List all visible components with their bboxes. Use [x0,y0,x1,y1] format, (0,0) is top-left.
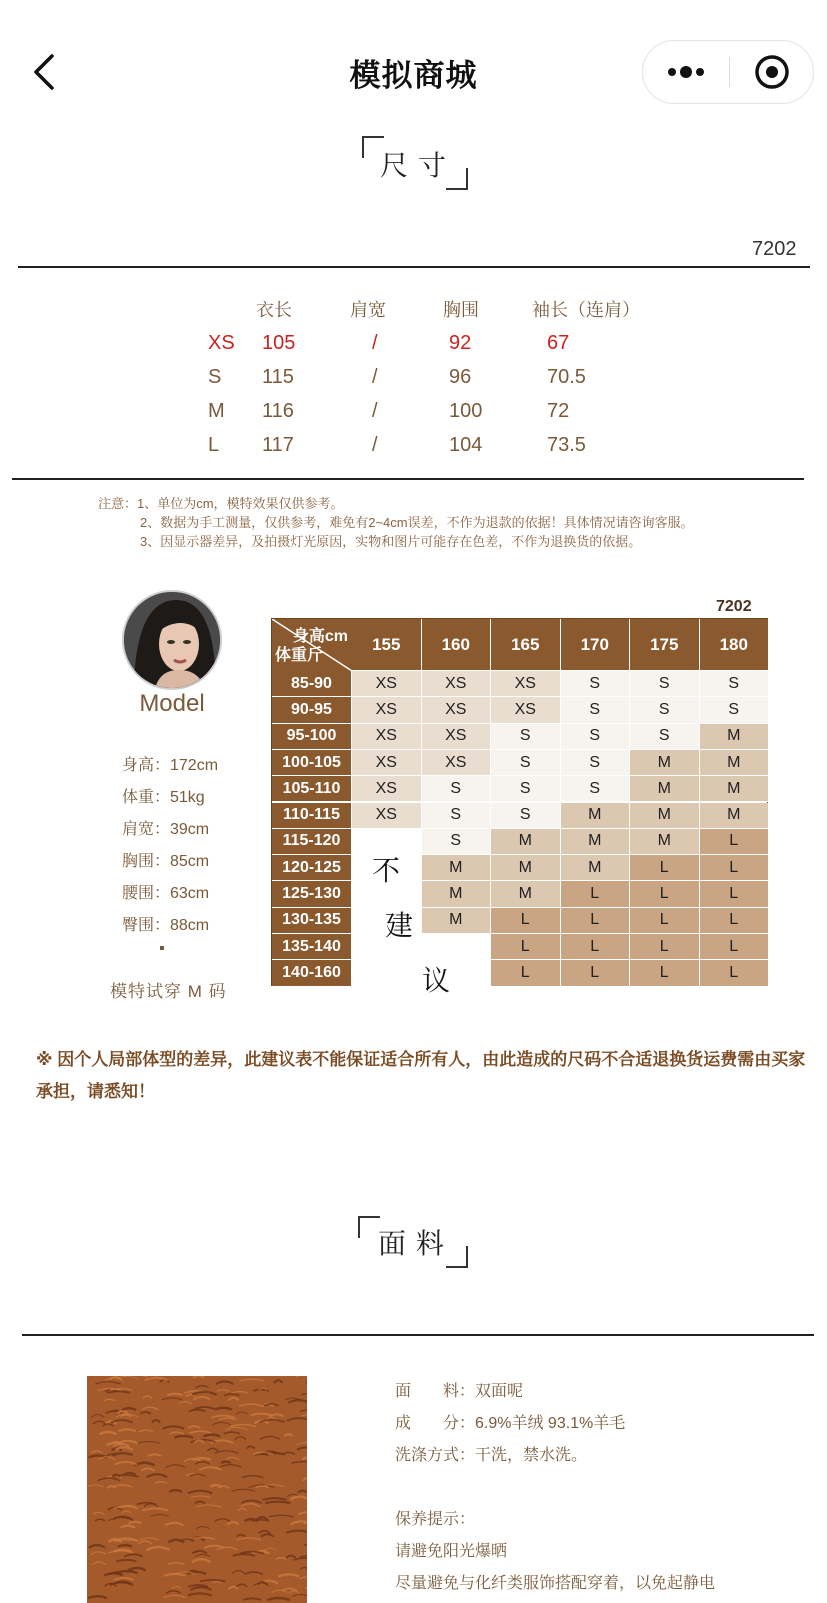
grid-size-cell: L [561,881,631,907]
not-recommended-char: 建 [385,910,414,941]
size-cell-shoulder: / [372,332,378,354]
grid-size-cell: S [491,750,561,776]
mini-program-capsule [642,40,814,104]
grid-size-cell: S [561,750,631,776]
grid-size-cell: M [422,908,492,934]
grid-size-cell: S [630,697,700,723]
grid-size-cell: XS [352,671,422,697]
size-heading-text: 尺寸 [380,149,457,182]
grid-size-cell: L [630,934,700,960]
grid-size-cell: XS [491,697,561,723]
model-stat: 胸围：85cm [122,853,210,870]
grid-size-cell: L [700,829,770,855]
size-section-heading [0,130,827,200]
not-recommended-char: 不 [372,855,401,886]
grid-size-cell: S [561,776,631,802]
grid-size-cell: S [700,671,770,697]
size-cell-sleeve: 67 [547,332,570,354]
grid-size-cell [422,934,492,960]
grid-weight-header: 85-90 [272,671,352,697]
grid-size-cell: M [491,881,561,907]
grid-size-cell: L [700,934,770,960]
column-header: 袖长（连肩） [532,300,640,320]
grid-size-cell: M [422,855,492,881]
divider-line [22,1334,814,1336]
grid-size-cell: M [630,829,700,855]
grid-weight-header: 110-115 [272,803,352,829]
size-cell-length: 117 [262,434,294,456]
grid-size-cell: L [561,960,631,986]
fabric-section-heading [0,1212,827,1282]
grid-size-cell: S [422,829,492,855]
grid-weight-header: 100-105 [272,750,352,776]
size-cell-length: 116 [262,400,294,422]
size-cell-shoulder: / [372,366,378,388]
grid-weight-header: 95-100 [272,724,352,750]
grid-size-cell: S [561,697,631,723]
size-cell-size: XS [208,332,235,354]
column-header: 胸围 [443,300,479,320]
fabric-info-line: 面 料：双面呢 [395,1383,524,1400]
grid-size-cell: XS [352,724,422,750]
grid-size-cell: XS [422,671,492,697]
grid-size-cell: S [561,671,631,697]
fabric-texture-image [87,1376,307,1603]
grid-size-cell: L [561,908,631,934]
corner-height-label: 身高cm [292,628,348,645]
bracket-right [446,168,468,190]
fabric-heading-text: 面料 [378,1227,455,1260]
grid-size-cell: XS [352,776,422,802]
model-portrait-image [124,592,222,690]
grid-size-cell: XS [422,724,492,750]
size-cell-chest: 96 [449,366,472,388]
grid-size-cell: L [491,934,561,960]
grid-size-cell: XS [422,750,492,776]
grid-size-cell: M [630,750,700,776]
grid-size-cell: S [491,776,561,802]
grid-weight-header: 120-125 [272,855,352,881]
grid-size-cell: S [491,724,561,750]
grid-height-header: 155 [352,619,422,671]
size-cell-chest: 104 [449,434,483,456]
model-stat: 体重：51kg [122,789,205,806]
note-line: 注意：1、单位为cm，模特效果仅供参考。 [98,496,344,511]
more-button[interactable] [643,41,729,103]
grid-weight-header: 115-120 [272,829,352,855]
not-recommended-char: 议 [422,965,451,996]
fabric-info-line: 洗涤方式：干洗，禁水洗。 [395,1447,588,1464]
grid-size-cell: M [630,776,700,802]
fabric-info-line: 请避免阳光爆晒 [395,1543,508,1560]
size-cell-sleeve: 72 [547,400,570,422]
grid-size-cell: M [422,881,492,907]
model-title: Model [139,690,205,717]
grid-size-cell: M [491,855,561,881]
grid-weight-header: 125-130 [272,881,352,907]
size-cell-length: 105 [262,332,296,354]
grid-size-cell: L [700,881,770,907]
fabric-swatch-image [87,1376,307,1603]
grid-size-cell: L [561,934,631,960]
column-header: 衣长 [256,300,292,320]
size-cell-size: M [208,400,225,422]
size-recommendation-grid [271,618,768,996]
bracket-left [358,1216,380,1238]
size-cell-size: S [208,366,222,388]
grid-size-cell: S [422,776,492,802]
grid-size-cell: M [561,829,631,855]
grid-size-cell: L [630,881,700,907]
model-try-on-size: 模特试穿 M 码 [110,982,227,1001]
grid-weight-header: 135-140 [272,934,352,960]
grid-size-cell: S [561,724,631,750]
grid-size-cell: M [700,724,770,750]
target-circle-icon [753,53,791,91]
grid-size-cell: M [491,829,561,855]
grid-height-header: 180 [700,619,770,671]
grid-size-cell: M [700,776,770,802]
size-cell-sleeve: 73.5 [547,434,586,456]
bracket-right [446,1246,468,1268]
note-line: 3、因显示器差异，及拍摄灯光原因，实物和图片可能存在色差，不作为退换货的依据。 [140,534,642,549]
model-stat: 身高：172cm [122,757,219,774]
size-cell-shoulder: / [372,400,378,422]
divider-line [12,478,804,480]
grid-size-cell: L [491,908,561,934]
size-cell-sleeve: 70.5 [547,366,586,388]
grid-size-cell: L [491,960,561,986]
note-line: 2、数据为手工测量，仅供参考，难免有2~4cm误差，不作为退款的依据！具体情况请咨询客服。 [140,515,694,530]
grid-size-cell: L [630,908,700,934]
grid-size-cell: XS [422,697,492,723]
grid-size-cell: L [700,908,770,934]
model-stat: 肩宽：39cm [122,821,210,838]
grid-size-cell: S [630,724,700,750]
divider-line [18,266,810,268]
grid-size-cell: XS [491,671,561,697]
grid-size-cell: XS [352,803,422,829]
size-cell-chest: 100 [449,400,483,422]
grid-weight-header: 90-95 [272,697,352,723]
fabric-info-line: 成 分：6.9%羊绒 93.1%羊毛 [395,1415,626,1432]
grid-size-cell: M [700,803,770,829]
page-title: 模拟商城 [349,58,478,93]
grid-size-cell: S [700,697,770,723]
size-cell-shoulder: / [372,434,378,456]
close-button[interactable] [730,41,814,103]
column-header: 肩宽 [350,300,386,320]
grid-size-cell: M [561,803,631,829]
grid-size-cell: L [630,960,700,986]
size-cell-length: 115 [262,366,294,388]
grid-size-cell [352,960,422,986]
size-cell-size: L [208,434,220,456]
size-cell-chest: 92 [449,332,472,354]
grid-corner-header [272,619,352,671]
grid-size-cell: L [700,960,770,986]
grid-size-cell: L [630,855,700,881]
corner-weight-label: 体重斤 [275,647,324,664]
grid-height-header: 170 [561,619,631,671]
fabric-info-line: 保养提示： [395,1511,476,1528]
model-avatar [122,590,222,690]
grid-weight-header: 130-135 [272,908,352,934]
grid-weight-header: 140-160 [272,960,352,986]
grid-height-header: 160 [422,619,492,671]
grid-style-code: 7202 [716,598,752,615]
disclaimer-text: ※ 因个人局部体型的差异，此建议表不能保证适合所有人，由此造成的尺码不合适退换货运费需由买家承担，请悉知！ [36,1050,806,1101]
grid-size-cell: S [630,671,700,697]
bullet-dot [160,946,164,950]
model-stat: 腰围：63cm [122,885,210,902]
grid-size-cell: L [700,855,770,881]
fabric-info-line: 尽量避免与化纤类服饰搭配穿着，以免起静电 [395,1575,716,1592]
grid-size-cell: XS [352,750,422,776]
nav-bar [0,0,827,118]
grid-weight-header: 105-110 [272,776,352,802]
grid-size-cell: M [630,803,700,829]
grid-size-cell: S [491,803,561,829]
size-notes [98,494,694,551]
model-stat: 臀围：88cm [122,917,210,934]
grid-height-header: 165 [491,619,561,671]
more-dots-icon [666,66,706,78]
grid-size-cell: M [700,750,770,776]
grid-height-header: 175 [630,619,700,671]
grid-size-cell: M [561,855,631,881]
style-code: 7202 [752,238,797,260]
grid-size-cell: S [422,803,492,829]
grid-size-cell: XS [352,697,422,723]
